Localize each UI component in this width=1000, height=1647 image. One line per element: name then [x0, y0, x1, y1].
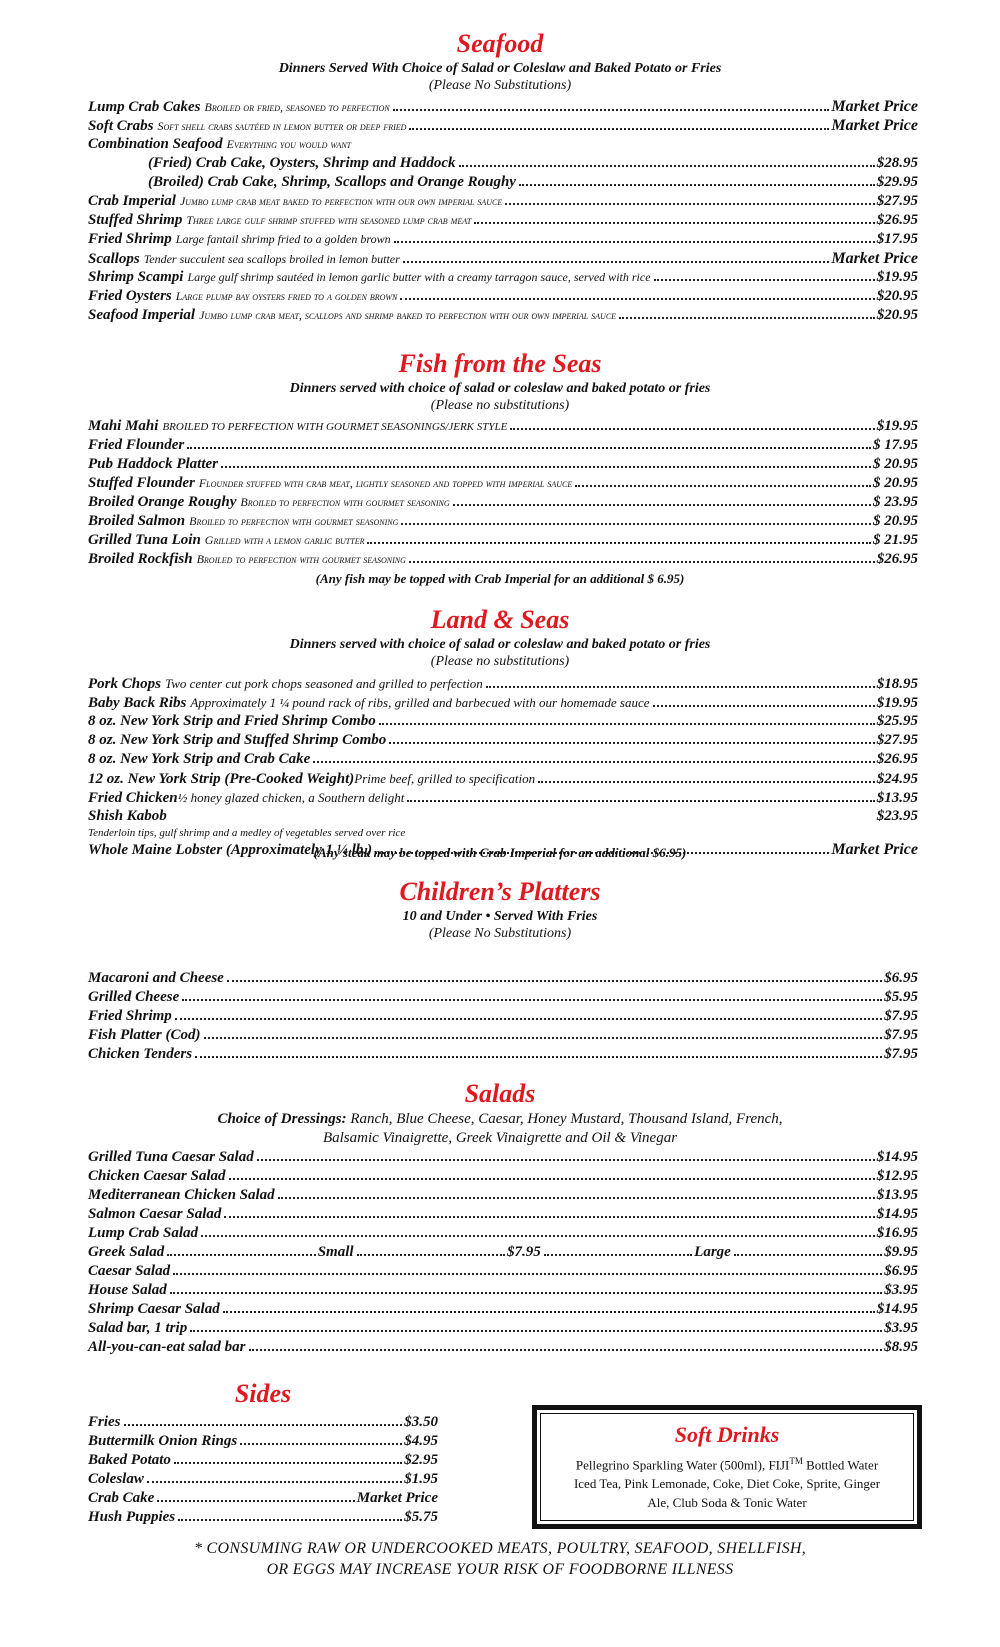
seafood-list	[88, 97, 918, 325]
land-footnote: (Any steak may be topped with Crab Imperial for an additional $6.95)	[313, 845, 687, 860]
section-title-children: Children’s Platters	[399, 877, 601, 906]
salads-header	[0, 1078, 1000, 1148]
kabob-description: Tenderloin tips, gulf shrimp and a medley of vegetables served over rice	[88, 827, 406, 839]
menu-item: Stuffed Shrimp Three large gulf shrimp stuffed with seasoned lump crab meat $26.95	[88, 212, 918, 228]
menu-item: Salad bar, 1 trip $3.95	[88, 1320, 918, 1336]
menu-item: 12 oz. New York Strip (Pre-Cooked Weight) Prime beef, grilled to specification $24.95	[88, 771, 918, 787]
soft-drinks-inner-frame	[540, 1413, 914, 1521]
menu-item: Baked Potato $2.95	[88, 1452, 438, 1468]
menu-item: Scallops Tender succulent sea scallops broiled in lemon butter Market Price	[88, 250, 918, 267]
dressings-line-1: Choice of Dressings: Ranch, Blue Cheese, Caesar, Honey Mustard, Thousand Island, French,	[217, 1111, 783, 1127]
menu-item: Grilled Tuna Loin Grilled with a lemon garlic butter $ 21.95	[88, 532, 918, 548]
land-list	[88, 674, 918, 861]
menu-item: Macaroni and Cheese $6.95	[88, 970, 918, 986]
menu-item: (Fried) Crab Cake, Oysters, Shrimp and Haddock $28.95	[148, 155, 918, 171]
menu-item: Chicken Tenders $7.95	[88, 1046, 918, 1062]
menu-item: All-you-can-eat salad bar $8.95	[88, 1339, 918, 1355]
fish-footnote: (Any fish may be topped with Crab Imperial for an additional $ 6.95)	[315, 571, 685, 586]
fish-list	[88, 417, 918, 569]
menu-item: Fried Oysters Large plump bay oysters fried to a golden brown $20.95	[88, 288, 918, 304]
menu-item: Shrimp Caesar Salad $14.95	[88, 1301, 918, 1317]
dressings-line-2: Balsamic Vinaigrette, Greek Vinaigrette and Oil & Vinegar	[322, 1130, 678, 1146]
section-title-sides: Sides	[234, 1379, 292, 1408]
land-subtitle: Dinners served with choice of salad or coleslaw and baked potato or fries	[289, 637, 711, 652]
menu-item: Salmon Caesar Salad $14.95	[88, 1206, 918, 1222]
food-safety-disclaimer: * CONSUMING RAW OR UNDERCOOKED MEATS, POULTRY, SEAFOOD, SHELLFISH, OR EGGS MAY INCREASE YOUR RISK OF FOODBORNE ILLNESS	[193, 1540, 807, 1578]
land-note: (Please no substitutions)	[430, 654, 570, 669]
seafood-note: (Please No Substitutions)	[428, 78, 572, 93]
menu-item: 8 oz. New York Strip and Crab Cake $26.95	[88, 751, 918, 767]
children-list	[88, 969, 918, 1064]
menu-item: Coleslaw $1.95	[88, 1471, 438, 1487]
menu-item: Shish Kabob $23.95	[88, 808, 918, 824]
menu-item: Caesar Salad $6.95	[88, 1263, 918, 1279]
seafood-subtitle: Dinners Served With Choice of Salad or Coleslaw and Baked Potato or Fries	[278, 61, 722, 76]
menu-item: Shrimp Scampi Large gulf shrimp sautéed in lemon garlic butter with a creamy tarragon sauce, served with rice $19.95	[88, 269, 918, 285]
menu-item: Seafood Imperial Jumbo lump crab meat, scallops and shrimp baked to perfection with our own imperial sauce $20.95	[88, 307, 918, 323]
section-title-fish: Fish from the Seas	[398, 349, 602, 378]
children-header	[0, 876, 1000, 942]
fish-header	[0, 348, 1000, 414]
menu-item: Grilled Tuna Caesar Salad $14.95	[88, 1149, 918, 1165]
sides-header	[88, 1378, 438, 1410]
menu-item: Mediterranean Chicken Salad $13.95	[88, 1187, 918, 1203]
children-subtitle: 10 and Under • Served With Fries	[402, 909, 598, 924]
menu-item: Fried Shrimp Large fantail shrimp fried to a golden brown $17.95	[88, 231, 918, 247]
children-note: (Please No Substitutions)	[428, 926, 572, 941]
menu-item: Pork Chops Two center cut pork chops seasoned and grilled to perfection $18.95	[88, 676, 918, 692]
menu-item: Hush Puppies $5.75	[88, 1509, 438, 1525]
salads-list	[88, 1148, 918, 1357]
section-title-seafood: Seafood	[456, 29, 544, 58]
menu-item: Grilled Cheese $5.95	[88, 989, 918, 1005]
soft-drinks-box	[532, 1405, 922, 1529]
seafood-header	[0, 28, 1000, 94]
fish-note: (Please no substitutions)	[430, 398, 570, 413]
menu-item: Pub Haddock Platter $ 20.95	[88, 456, 918, 472]
section-title-land: Land & Seas	[430, 605, 570, 634]
menu-item: Mahi Mahi BROILED TO PERFECTION WITH GOURMET SEASONINGS/JERK STYLE $19.95	[88, 418, 918, 434]
menu-item: Chicken Caesar Salad $12.95	[88, 1168, 918, 1184]
menu-item: Whole Maine Lobster (Approximately 1 ¼ lb.) Market Price	[88, 841, 918, 858]
drinks-list: Pellegrino Sparkling Water (500ml), FIJI™ Bottled Water Iced Tea, Pink Lemonade, Coke, Diet Coke, Sprite, Ginger Ale, Club Soda & Tonic Water	[573, 1456, 881, 1511]
menu-item: Fried Shrimp $7.95	[88, 1008, 918, 1024]
menu-item: Fried Chicken ½ honey glazed chicken, a Southern delight $13.95	[88, 790, 918, 806]
menu-item: Fish Platter (Cod) $7.95	[88, 1027, 918, 1043]
menu-item: Soft Crabs Soft shell crabs sautéed in lemon butter or deep fried Market Price	[88, 117, 918, 134]
sides-list	[88, 1413, 438, 1527]
menu-item: 8 oz. New York Strip and Fried Shrimp Combo $25.95	[88, 713, 918, 729]
menu-item: Buttermilk Onion Rings $4.95	[88, 1433, 438, 1449]
menu-item: 8 oz. New York Strip and Stuffed Shrimp Combo $27.95	[88, 732, 918, 748]
section-title-drinks: Soft Drinks	[674, 1422, 780, 1447]
land-header	[0, 604, 1000, 670]
menu-item: House Salad $3.95	[88, 1282, 918, 1298]
menu-item: Broiled Salmon Broiled to perfection with gourmet seasoning $ 20.95	[88, 513, 918, 529]
menu-item: Broiled Rockfish Broiled to perfection with gourmet seasoning $26.95	[88, 551, 918, 567]
menu-item: Lump Crab Salad $16.95	[88, 1225, 918, 1241]
menu-item-greek-salad: Greek Salad Small $7.95 Large $9.95	[88, 1244, 919, 1260]
fish-subtitle: Dinners served with choice of salad or coleslaw and baked potato or fries	[289, 381, 711, 396]
menu-item: Broiled Orange Roughy Broiled to perfection with gourmet seasoning $ 23.95	[88, 494, 918, 510]
section-title-salads: Salads	[464, 1079, 536, 1108]
menu-item: Crab Imperial Jumbo lump crab meat baked to perfection with our own imperial sauce $27.95	[88, 193, 918, 209]
menu-item: Stuffed Flounder Flounder stuffed with crab meat, lightly seasoned and topped with imperial sauce $ 20.95	[88, 475, 918, 491]
menu-item: Fries $3.50	[88, 1414, 438, 1430]
menu-item: Crab Cake Market Price	[88, 1490, 438, 1506]
menu-item: Lump Crab Cakes Broiled or fried, seasoned to perfection Market Price	[88, 98, 918, 115]
menu-item: Fried Flounder $ 17.95	[88, 437, 918, 453]
menu-item: Baby Back Ribs Approximately 1 ¼ pound rack of ribs, grilled and barbecued with our homemade sauce $19.95	[88, 695, 918, 711]
menu-item: (Broiled) Crab Cake, Shrimp, Scallops and Orange Roughy $29.95	[148, 174, 918, 190]
menu-item: Combination Seafood Everything you would want	[88, 136, 352, 152]
